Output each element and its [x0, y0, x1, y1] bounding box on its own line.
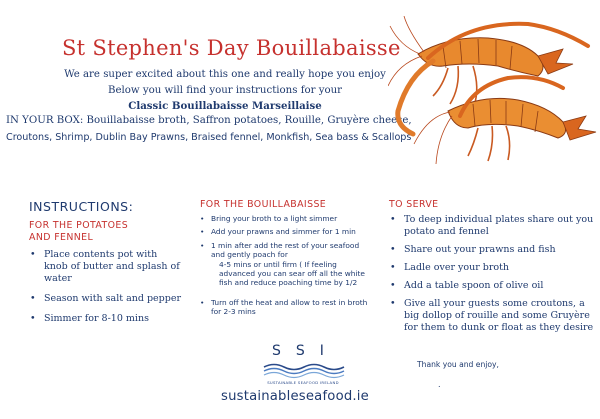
- list-item: • Place contents pot with knob of butter and splash of water: [29, 249, 181, 285]
- step-text: 1 min after add the rest of your seafood and gently poach for: [211, 240, 360, 260]
- bouillabaisse-heading: FOR THE BOUILLABAISSE: [200, 199, 327, 210]
- list-item: • Give all your guests some croutons, a big dollop of rouille and some Gruyère for them to dunk or float as they desire: [389, 298, 594, 334]
- potatoes-heading: [29, 220, 169, 244]
- list-item: • Season with salt and pepper: [29, 293, 181, 305]
- list-item: • Add a table spoon of olive oil: [389, 280, 594, 292]
- list-item: • Bring your broth to a light simmer: [199, 214, 375, 223]
- recipe-name: Classic Bouillabaisse Marseillaise: [128, 100, 322, 112]
- instructions-heading: INSTRUCTIONS:: [29, 199, 134, 214]
- step-subtext: 4-5 mins or until firm ( If feeling advanced you can sear off all the white fish and reduce poaching time by 1/2: [219, 259, 365, 288]
- intro-line-1: We are super excited about this one and really hope you enjoy: [64, 69, 386, 80]
- trailing-dot: .: [438, 380, 441, 389]
- list-item: • To deep individual plates share out you potato and fennel: [389, 214, 594, 238]
- list-item: • Ladle over your broth: [389, 262, 594, 274]
- list-item: • Turn off the heat and allow to rest in broth for 2-3 mins: [199, 298, 375, 317]
- box-items-2: Croutons, Shrimp, Dublin Bay Prawns, Braised fennel, Monkfish, Sea bass & Scallops: [6, 132, 412, 143]
- bouillabaisse-steps: [199, 214, 375, 321]
- intro-line-2: Below you will find your instructions for your: [107, 85, 343, 96]
- potatoes-heading-line-1: FOR THE POTATOES: [29, 220, 129, 231]
- list-item: • Simmer for 8-10 mins: [29, 313, 181, 325]
- thanks-note: Thank you and enjoy,: [417, 360, 499, 369]
- box-label: IN YOUR BOX:: [6, 115, 84, 126]
- potatoes-steps: [29, 249, 181, 333]
- box-contents-line-1: [6, 115, 412, 126]
- page-title: St Stephen's Day Bouillabaisse: [62, 36, 401, 60]
- serve-steps: [389, 214, 594, 340]
- box-items-1: Bouillabaisse broth, Saffron potatoes, Rouille, Gruyère cheese,: [86, 115, 412, 126]
- prawn-bottom: [414, 77, 596, 164]
- potatoes-heading-line-2: AND FENNEL: [29, 232, 94, 243]
- serve-heading: TO SERVE: [389, 199, 439, 210]
- prawn-illustration: [388, 16, 600, 166]
- list-item: • Share out your prawns and fish: [389, 244, 594, 256]
- logo-letters: SSI: [272, 343, 339, 359]
- list-item: [199, 241, 375, 288]
- website-link[interactable]: sustainableseafood.ie: [221, 389, 369, 404]
- logo-subtitle: SUSTAINABLE SEAFOOD IRELAND: [267, 380, 339, 385]
- list-item: • Add your prawns and simmer for 1 min: [199, 227, 375, 236]
